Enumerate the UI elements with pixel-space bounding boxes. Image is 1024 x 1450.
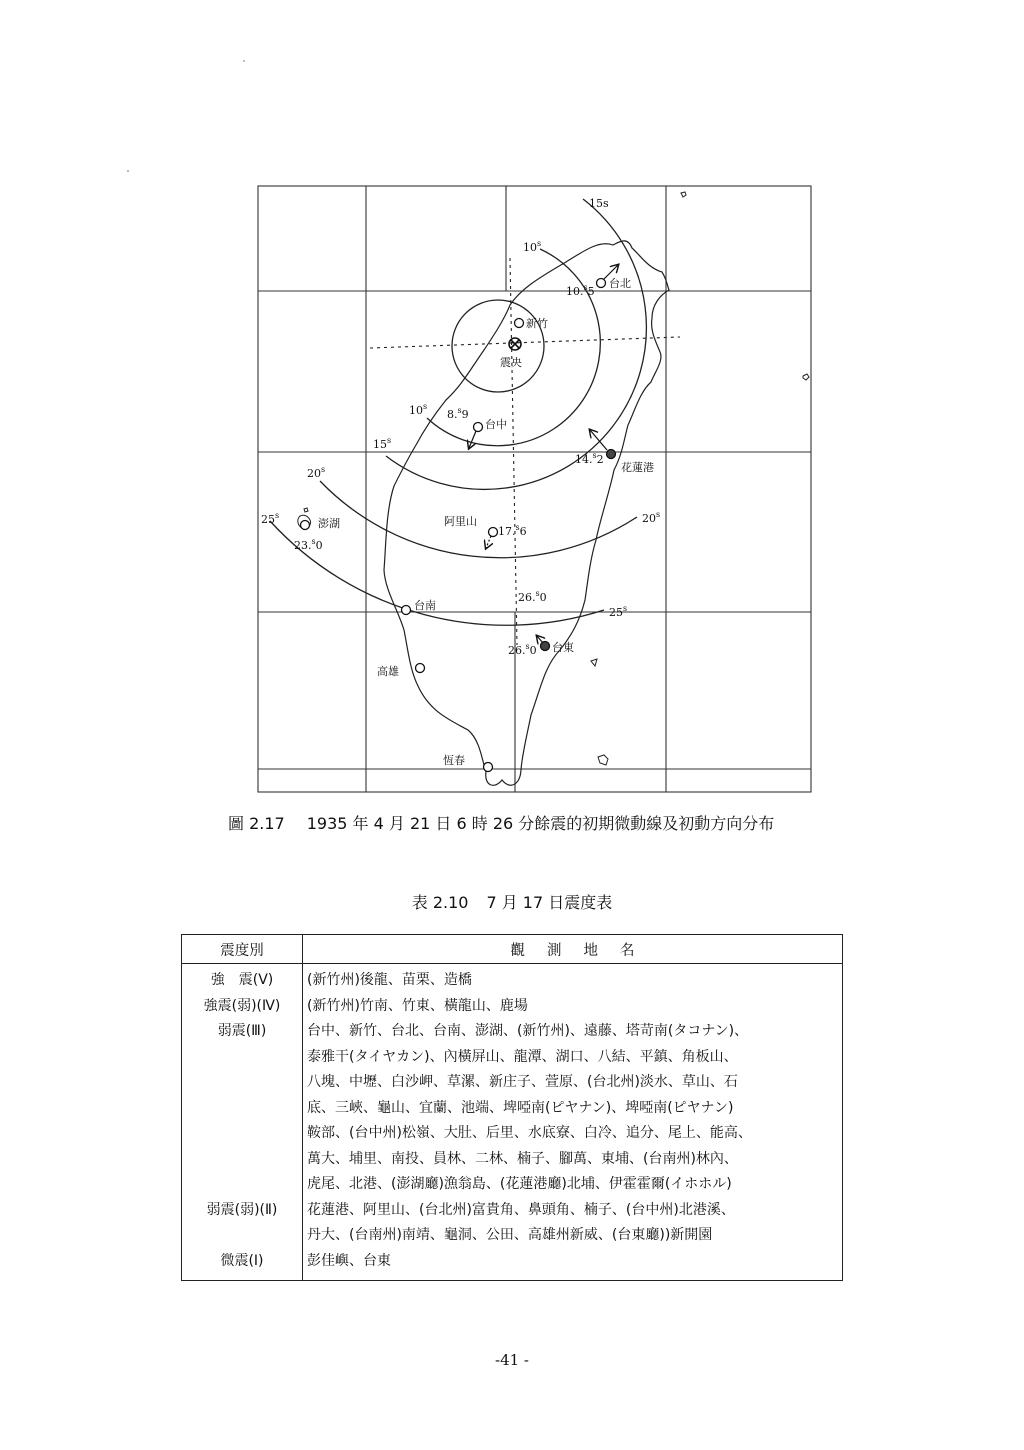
- station-marker: [489, 528, 498, 537]
- arrow-taichung: [469, 431, 476, 448]
- header-stations: 觀測地名: [303, 935, 843, 964]
- island-pengjia: [681, 192, 686, 197]
- station-name: 新竹: [526, 317, 548, 330]
- map-grid: [258, 186, 811, 792]
- station-list-line: 八塊、中壢、白沙岬、草漯、新庄子、萱原、(台北州)淡水、草山、石: [307, 1074, 738, 1090]
- station-marker: [541, 642, 550, 651]
- islands: [298, 192, 809, 765]
- station-list-line: 花蓮港、阿里山、(台北州)富貴角、鼻頭角、楠子、(台中州)北港溪、: [307, 1201, 735, 1218]
- station-name: 台北: [609, 277, 631, 290]
- intensity-level: 弱震(Ⅲ): [217, 1023, 267, 1039]
- figure-caption: [228, 811, 774, 834]
- map-frame: [258, 186, 811, 792]
- station-time: 8.$^s$9: [447, 406, 469, 421]
- station-list-line: 萬大、埔里、南投、員林、二林、楠子、腳萬、東埔、(台南州)林內、: [307, 1150, 738, 1167]
- station-list-line: 底、三峽、龜山、宜蘭、池端、埤啞南(ピヤナン)、埤啞南(ピヤナン): [307, 1099, 734, 1116]
- station-time: 26.$^s$0: [518, 589, 547, 604]
- isochrone-label: 20$^s$: [642, 510, 661, 525]
- isochrone-25s: [270, 521, 604, 625]
- intensity-column: [182, 964, 303, 1281]
- epicenter-label: 震央: [500, 356, 522, 369]
- intensity-level: 強 震(Ⅴ): [210, 972, 274, 988]
- island-penghu-small: [304, 508, 308, 512]
- station-time: 10.$^s$5: [566, 283, 595, 298]
- station-marker: [301, 521, 310, 530]
- island-keelung: [803, 374, 809, 380]
- arrow-alishan: [486, 536, 491, 548]
- station-list-line: 台中、新竹、台北、台南、澎湖、(新竹州)、遠藤、塔苛南(タコナン)、: [307, 1023, 749, 1039]
- intensity-level: 微震(Ⅰ): [220, 1252, 264, 1269]
- station-marker: [402, 606, 411, 615]
- isochrone-label: 25$^s$: [261, 511, 280, 526]
- epicenter-marker: [509, 338, 521, 350]
- island-greenisland: [591, 659, 597, 666]
- station-time: 23.$^s$0: [294, 537, 323, 552]
- station-marker: [597, 279, 606, 288]
- stations-column: [303, 964, 843, 1281]
- table-header-row: [182, 935, 843, 964]
- isochrone-inner-circle: [452, 300, 544, 392]
- table-title: [0, 890, 1024, 913]
- figure-number: 圖 2.17: [228, 814, 285, 833]
- figure-caption-text: 1935 年 4 月 21 日 6 時 26 分餘震的初期微動線及初動方向分布: [306, 814, 775, 833]
- station-list-line: (新竹州)竹南、竹東、橫龍山、鹿場: [307, 997, 528, 1014]
- station-marker: [416, 664, 425, 673]
- station-list-line: 鞍部、(台中州)松嶺、大肚、后里、水底寮、白冷、追分、尾上、能高、: [307, 1125, 752, 1141]
- station-name: 台東: [552, 641, 574, 654]
- station-name: 澎湖: [318, 517, 340, 530]
- table-number: 表 2.10: [411, 893, 469, 912]
- station-marker: [474, 423, 483, 432]
- isochrone-label: 15$^s$: [373, 436, 392, 451]
- isochrone-label: 20$^s$: [307, 465, 326, 480]
- axis-horizontal: [370, 337, 680, 348]
- station-time: 26.$^s$0: [508, 642, 537, 657]
- station-time: 14.$^s$2: [575, 451, 604, 466]
- station-time: 17.$^s$6: [498, 523, 527, 538]
- isochrone-20s: [320, 481, 637, 558]
- arrow-hualien: [590, 430, 607, 450]
- station-list-line: (新竹州)後龍、苗栗、造橋: [307, 972, 472, 988]
- intensity-level: 強震(弱)(Ⅳ): [203, 997, 281, 1014]
- station-name: 恆春: [443, 754, 465, 767]
- station-name: 台中: [485, 418, 507, 431]
- station-name: 花蓮港: [621, 461, 654, 474]
- isochrone-label: 10$^s$: [523, 239, 542, 254]
- station-name: 阿里山: [444, 515, 477, 528]
- header-intensity: 震度別: [182, 935, 303, 964]
- intensity-level: 弱震(弱)(Ⅱ): [206, 1201, 278, 1218]
- station-list-line: 泰雅干(タイヤカン)、內橫屏山、龍潭、湖口、八結、平鎮、角板山、: [307, 1048, 738, 1065]
- station-name: 台南: [414, 599, 436, 612]
- station-marker: [515, 319, 524, 328]
- table-title-text: 7 月 17 日震度表: [486, 893, 613, 912]
- table-row: [182, 964, 843, 1281]
- station-list-line: 虎尾、北港、(澎湖廳)漁翁島、(花蓮港廳)北埔、伊霍霍爾(イホホル): [307, 1176, 732, 1192]
- station-name: 高雄: [377, 665, 399, 678]
- intensity-table: [181, 934, 843, 1281]
- station-marker: [484, 763, 493, 772]
- arrow-taitung: [537, 636, 543, 643]
- station-marker: [607, 450, 616, 459]
- island-orchid: [598, 755, 608, 765]
- station-list-line: 彭佳嶼、台東: [307, 1252, 391, 1269]
- page-number: -41 -: [495, 1351, 529, 1369]
- isochrone-label: 25$^s$: [609, 604, 628, 619]
- station-list-line: 丹大、(台南州)南靖、龜洞、公田、高雄州新威、(台東廳))新開園: [307, 1227, 713, 1243]
- isochrone-label: 10$^s$: [409, 402, 428, 417]
- isochrone-label: 15s: [589, 197, 609, 210]
